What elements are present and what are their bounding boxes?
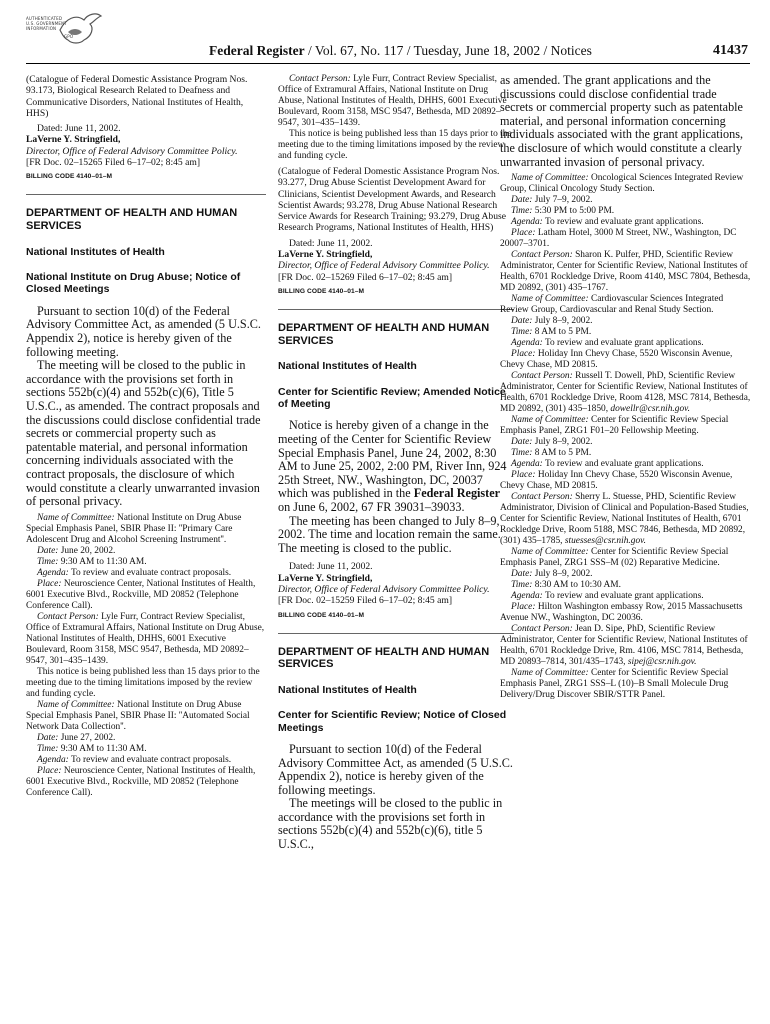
dated-line: Dated: June 11, 2002. <box>289 237 373 249</box>
section-divider <box>26 194 266 195</box>
meeting-time: Time: 8 AM to 5 PM. <box>511 448 592 459</box>
signer-title: Director, Office of Federal Advisory Committee Policy. <box>278 260 490 272</box>
meeting-time: Time: 9:30 AM to 11:30 AM. <box>37 743 147 754</box>
billing-code: BILLING CODE 4140–01–M <box>26 173 113 181</box>
meeting-contact: Contact Person: Lyle Furr, Contract Review Specialist, Office of Extramural Affairs, National Institute on Drug Abuse, National Institutes of Health, DHHS, 6001 Executive Boulevard, Room 3158, MSC 9547, Bethesda, MD 20892–9547, 301–435–1439. <box>278 74 507 128</box>
meeting-committee: Name of Committee: Cardiovascular Sciences Integrated Review Group, Cardiovascular and Renal Study Section. <box>500 294 724 316</box>
meeting-notice: This notice is being published less than 15 days prior to the meeting due to the timing limitations imposed by the review and funding cycle. <box>278 129 512 161</box>
meeting-contact: Contact Person: Sherry L. Stuesse, PHD, Scientific Review Administrator, Division of Clinical and Population-Based Studies, Center for Scientific Review, National Institutes of Health, 6701 Rockledge Drive, Room 5188, MSC 7846, Bethesda, MD 20892, (301) 435–1785, stuesses@csr.nih.gov. <box>500 492 749 547</box>
meeting-time: Time: 5:30 PM to 5:00 PM. <box>511 206 615 217</box>
body-paragraph: Notice is hereby given of a change in the meeting of the Center for Scientific Review Special Emphasis Panel, June 24, 2002, 8:30 AM to June 25, 2002, 2:00 PM, River Inn, 924 25th Street, NW., Washington, DC, 20037 which was published in the Federal Register on June 6, 2002, 67 FR 39031–39033. <box>278 418 507 514</box>
meeting-place: Place: Holiday Inn Chevy Chase, 5520 Wisconsin Avenue, Chevy Chase, MD 20815. <box>500 349 733 371</box>
meeting-contact: Contact Person: Lyle Furr, Contract Review Specialist, Office of Extramural Affairs, National Institute on Drug Abuse, National Institutes of Health, DHHS, 6001 Executive Boulevard, Room 3158, MSC 9547, Bethesda, MD 20892–9547, 301–435–1439. <box>26 611 265 666</box>
meeting-contact: Contact Person: Russell T. Dowell, PhD, Scientific Review Administrator, Center for Scientific Review, National Institutes of Health, 6701 Rockledge Drive, Room 4128, MSC 7814, Bethesda, MD 20892, (301) 435–1850, dowellr@csr.nih.gov. <box>500 371 751 415</box>
agency-heading: DEPARTMENT OF HEALTH AND HUMAN SERVICES <box>278 645 490 671</box>
subagency-heading: National Institutes of Health <box>26 245 165 258</box>
dated-line: Dated: June 11, 2002. <box>289 561 373 573</box>
meeting-date: Date: July 8–9, 2002. <box>511 316 593 327</box>
body-paragraph: The meetings will be closed to the public in accordance with the provisions set forth in sections 552b(c)(4) and 552b(c)(6), title 5 U.S.C., <box>278 796 503 852</box>
signer-name: LaVerne Y. Stringfield, <box>26 134 121 146</box>
meeting-date: Date: June 20, 2002. <box>37 545 116 556</box>
meeting-date: Date: July 8–9, 2002. <box>511 437 593 448</box>
meeting-date: Date: June 27, 2002. <box>37 732 116 743</box>
meeting-contact: Contact Person: Jean D. Sipe, PhD, Scientific Review Administrator, Center for Scientific Review, National Institutes of Health, 6701 Rockledge Drive, Rm. 4106, MSC 7814, Bethesda, MD 20893–7814, 301/435–1743, sipej@csr.nih.gov. <box>500 624 748 668</box>
notice-title: Center for Scientific Review; Notice of Closed Meetings <box>278 709 507 734</box>
logo-line: INFORMATION <box>26 26 57 31</box>
body-paragraph: Pursuant to section 10(d) of the Federal Advisory Committee Act, as amended (5 U.S.C. Appendix 2), notice is hereby given of the following meetings. <box>278 741 513 797</box>
catalogue-note: (Catalogue of Federal Domestic Assistance Program Nos. 93.173, Biological Research Related to Deafness and Communicative Disorders, National Institutes of Health, HHS) <box>26 74 248 119</box>
meeting-committee: Name of Committee: National Institute on Drug Abuse Special Emphasis Panel, SBIR Phase II: ''Primary Care Adolescent Drug and Alcohol Screening Instrument''. <box>26 512 242 545</box>
subagency-heading: National Institutes of Health <box>278 360 417 373</box>
meeting-agenda: Agenda: To review and evaluate grant applications. <box>511 338 704 349</box>
meeting-agenda: Agenda: To review and evaluate contract proposals. <box>37 567 232 578</box>
body-paragraph: The meeting has been changed to July 8–9, 2002. The time and location remain the same. The meeting is closed to the public. <box>278 513 501 555</box>
meeting-place: Place: Neuroscience Center, National Institutes of Health, 6001 Executive Blvd., Rockville, MD 20852 (Telephone Conference Call). <box>26 765 256 798</box>
meeting-place: Place: Holiday Inn Chevy Chase, 5520 Wisconsin Avenue, Chevy Chase, MD 20815. <box>500 470 733 492</box>
billing-code: BILLING CODE 4140–01–M <box>278 287 365 295</box>
meeting-agenda: Agenda: To review and evaluate grant applications. <box>511 217 704 228</box>
meeting-committee: Name of Committee: Oncological Sciences Integrated Review Group, Clinical Oncology Study Section. <box>500 173 744 195</box>
notice-title: Center for Scientific Review; Amended Notice of Meeting <box>278 385 506 410</box>
subagency-heading: National Institutes of Health <box>278 683 417 696</box>
section-divider <box>278 633 514 634</box>
meeting-committee: Name of Committee: Center for Scientific Review Special Emphasis Panel, ZRG1 F01–20 Fellowship Meeting. <box>500 415 729 437</box>
column-2 <box>278 74 514 852</box>
contact-email: sipej@csr.nih.gov. <box>627 657 697 668</box>
signer-title: Director, Office of Federal Advisory Committee Policy. <box>278 583 490 595</box>
column-1 <box>26 74 266 799</box>
meeting-time: Time: 8:30 AM to 10:30 AM. <box>511 580 621 591</box>
agency-heading: DEPARTMENT OF HEALTH AND HUMAN SERVICES <box>278 321 490 347</box>
meeting-agenda: Agenda: To review and evaluate grant applications. <box>511 591 704 602</box>
meeting-committee: Name of Committee: Center for Scientific Review Special Emphasis Panel, ZRG1 SSS–L (10)–B Small Molecule Drug Delivery/Drug Discover SBIR/STTR Panel. <box>500 668 729 701</box>
header-citation <box>209 43 592 59</box>
meeting-place: Place: Latham Hotel, 3000 M Street, NW., Washington, DC 20007–3701. <box>500 228 737 250</box>
meeting-committee: Name of Committee: National Institute on Drug Abuse Special Emphasis Panel, SBIR Phase II: ''Automated Social Network Data Collection''. <box>26 699 250 732</box>
signer-name: LaVerne Y. Stringfield, <box>278 572 373 584</box>
meeting-agenda: Agenda: To review and evaluate grant applications. <box>511 459 704 470</box>
meeting-date: Date: July 7–9, 2002. <box>511 195 593 206</box>
publication-name: Federal Register <box>209 43 305 58</box>
logo-line: GPO <box>64 34 74 39</box>
meeting-place: Place: Neuroscience Center, National Institutes of Health, 6001 Executive Blvd., Rockville, MD 20852 (Telephone Conference Call). <box>26 578 256 611</box>
fr-doc-line: [FR Doc. 02–15269 Filed 6–17–02; 8:45 am] <box>278 271 453 283</box>
meeting-time: Time: 9:30 AM to 11:30 AM. <box>37 556 147 567</box>
fr-doc-line: [FR Doc. 02–15259 Filed 6–17–02; 8:45 am] <box>278 595 453 607</box>
meeting-place: Place: Hilton Washington embassy Row, 2015 Massachusetts Avenue NW., Washington, DC 20036. <box>500 602 743 624</box>
logo-line: U.S. GOVERNMENT <box>26 21 67 26</box>
page-number: 41437 <box>713 43 748 58</box>
body-paragraph: The meeting will be closed to the public in accordance with the provisions set forth in sections 552b(c)(4) and 552b(c)(6), Title 5 U.S.C., as amended. The contract proposals and the discussions could disclose confidential trade secrets or commercial property such as patentable material, and personal information concerning individuals associated with the contract proposals, the disclosure of which would constitute a clearly unwarranted invasion of personal privacy. <box>26 358 261 509</box>
contact-email: stuesses@csr.nih.gov. <box>564 536 646 547</box>
body-paragraph: as amended. The grant applications and the discussions could disclose confidential trade secrets or commercial property such as patentable material, and personal information concerning individuals associated with the grant applications, the disclosure of which would constitute a clearly unwarranted invasion of personal privacy. <box>500 74 744 169</box>
billing-code: BILLING CODE 4140–01–M <box>278 611 365 619</box>
section-divider <box>278 309 514 310</box>
catalogue-note: (Catalogue of Federal Domestic Assistance Program Nos. 93.277, Drug Abuse Scientist Development Award for Clinicians, Scientist Development Awards, and Research Scientist Awards; 93.278, Drug Abuse National Research Service Awards for Research Training; 93.279, Drug Abuse Research Programs, National Institutes of Health, HHS) <box>278 166 506 234</box>
contact-email: dowellr@csr.nih.gov. <box>610 404 690 415</box>
issue-info: / Vol. 67, No. 117 / Tuesday, June 18, 2002 / Notices <box>304 43 592 58</box>
column-3 <box>500 74 752 701</box>
signer-name: LaVerne Y. Stringfield, <box>278 249 373 261</box>
meeting-date: Date: July 8–9, 2002. <box>511 569 593 580</box>
running-header <box>26 42 750 64</box>
meeting-time: Time: 8 AM to 5 PM. <box>511 327 592 338</box>
notice-title: National Institute on Drug Abuse; Notice of Closed Meetings <box>26 270 241 296</box>
meeting-committee: Name of Committee: Center for Scientific Review Special Emphasis Panel, ZRG1 SSS–M (02) Reparative Medicine. <box>500 547 729 569</box>
meeting-notice: This notice is being published less than 15 days prior to the meeting due to the timing limitations imposed by the review and funding cycle. <box>26 666 260 699</box>
fr-doc-line: [FR Doc. 02–15265 Filed 6–17–02; 8:45 am] <box>26 157 201 169</box>
meeting-agenda: Agenda: To review and evaluate contract proposals. <box>37 754 232 765</box>
agency-heading: DEPARTMENT OF HEALTH AND HUMAN SERVICES <box>26 207 238 232</box>
signer-title: Director, Office of Federal Advisory Committee Policy. <box>26 145 238 157</box>
body-paragraph: Pursuant to section 10(d) of the Federal Advisory Committee Act, as amended (5 U.S.C. Appendix 2), notice is hereby given of the following meeting. <box>26 303 261 359</box>
logo-line: AUTHENTICATED <box>26 16 63 21</box>
dated-line: Dated: June 11, 2002. <box>37 123 121 135</box>
meeting-contact: Contact Person: Sharon K. Pulfer, PHD, Scientific Review Administrator, Center for Scientific Review, National Institutes of Health, 6701 Rockledge Drive, Room 4140, MSC 7804, Bethesda, MD 20892, (301) 435–1767. <box>500 250 751 294</box>
